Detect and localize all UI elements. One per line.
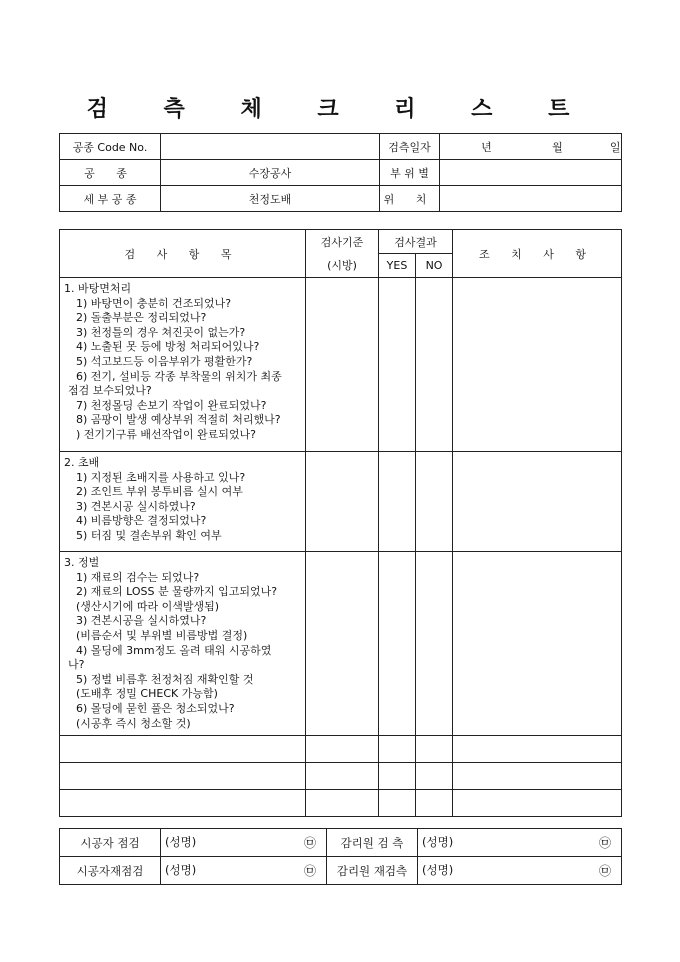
empty-item-cell[interactable] xyxy=(60,763,306,790)
section-2-items xyxy=(60,452,306,552)
position-value[interactable] xyxy=(440,186,622,212)
name-placeholder: (성명) xyxy=(422,835,454,849)
section-title: 3. 정벌 xyxy=(64,556,100,569)
table-row xyxy=(60,552,622,736)
header-table xyxy=(59,133,622,212)
date-month-label: 월 xyxy=(552,140,563,154)
col-no-header: NO xyxy=(416,254,453,278)
list-item: 8) 곰팡이 발생 예상부위 적절히 처리했나? xyxy=(76,413,281,427)
list-item: 1) 지정된 초배지를 사용하고 있나? xyxy=(76,470,246,484)
table-row xyxy=(60,736,622,763)
date-value[interactable] xyxy=(440,134,622,160)
seal-icon: ㉤ xyxy=(303,864,316,878)
standard-cell[interactable] xyxy=(306,736,379,763)
yes-cell[interactable] xyxy=(379,552,416,736)
seal-icon: ㉤ xyxy=(598,836,611,850)
list-item: 4) 노출된 못 등에 방청 처리되어있나? xyxy=(76,340,260,354)
list-item: 1) 바탕면이 충분히 건조되었나? xyxy=(76,296,232,310)
code-value[interactable] xyxy=(161,134,380,160)
supervisor-check-label: 감리원 검 측 xyxy=(327,829,418,857)
list-item: 2) 재료의 LOSS 분 물량까지 입고되었나? xyxy=(76,585,278,599)
inspection-table xyxy=(59,229,622,817)
section-1-items xyxy=(60,278,306,452)
no-cell[interactable] xyxy=(416,736,453,763)
col-yes-header: YES xyxy=(379,254,416,278)
list-item: 3) 천정틀의 경우 쳐진곳이 없는가? xyxy=(76,325,246,339)
name-placeholder: (성명) xyxy=(165,863,197,877)
detail-value: 천정도배 xyxy=(161,186,380,212)
table-row xyxy=(60,278,622,452)
list-item: 4) 몰딩에 3mm정도 올려 태워 시공하였 xyxy=(76,643,272,657)
list-item: 5) 정벌 비름후 천정처짐 재확인할 것 xyxy=(76,672,254,686)
location-value[interactable] xyxy=(440,160,622,186)
supervisor-recheck-label: 감리원 재검측 xyxy=(327,857,418,885)
list-item: (생산시기에 따라 이색발생됨) xyxy=(76,599,220,613)
empty-item-cell[interactable] xyxy=(60,736,306,763)
list-item: 3) 견본시공을 실시하였나? xyxy=(76,614,207,628)
action-cell[interactable] xyxy=(453,452,622,552)
position-label: 위 치 xyxy=(380,186,440,212)
seal-icon: ㉤ xyxy=(598,864,611,878)
name-placeholder: (성명) xyxy=(422,863,454,877)
list-item: (시공후 즉시 청소할 것) xyxy=(76,716,191,730)
standard-cell[interactable] xyxy=(306,452,379,552)
action-cell[interactable] xyxy=(453,736,622,763)
list-item: 5) 터짐 및 결손부위 확인 여부 xyxy=(76,528,222,542)
list-item: (도배후 정밀 CHECK 가능함) xyxy=(76,687,218,701)
detail-label: 세 부 공 종 xyxy=(60,186,161,212)
standard-cell[interactable] xyxy=(306,552,379,736)
date-label: 검측일자 xyxy=(380,134,440,160)
supervisor-recheck-sign[interactable] xyxy=(418,857,622,885)
list-item: 5) 석고보드등 이음부위가 평활한가? xyxy=(76,354,253,368)
seal-icon: ㉤ xyxy=(303,836,316,850)
col-items-header: 검 사 항 목 xyxy=(60,230,306,278)
table-row xyxy=(60,790,622,817)
no-cell[interactable] xyxy=(416,763,453,790)
list-item: 6) 몰딩에 묻힌 풀은 청소되었나? xyxy=(76,701,235,715)
table-row xyxy=(60,452,622,552)
no-cell[interactable] xyxy=(416,552,453,736)
yes-cell[interactable] xyxy=(379,736,416,763)
no-cell[interactable] xyxy=(416,452,453,552)
list-item: 4) 비름방향은 결정되었나? xyxy=(76,514,207,528)
list-item: ) 전기기구류 배선작업이 완료되었나? xyxy=(76,427,257,441)
signature-table xyxy=(59,828,622,885)
action-cell[interactable] xyxy=(453,552,622,736)
date-year-label: 년 xyxy=(481,140,492,154)
list-item: 1) 재료의 검수는 되었나? xyxy=(76,570,200,584)
standard-cell[interactable] xyxy=(306,790,379,817)
action-cell[interactable] xyxy=(453,790,622,817)
work-value: 수장공사 xyxy=(161,160,380,186)
action-cell[interactable] xyxy=(453,278,622,452)
list-item: (비름순서 및 부위별 비름방법 결정) xyxy=(76,628,248,642)
section-title: 1. 바탕면처리 xyxy=(64,282,132,295)
empty-item-cell[interactable] xyxy=(60,790,306,817)
table-row xyxy=(60,763,622,790)
list-item: 나? xyxy=(68,658,85,672)
section-title: 2. 초배 xyxy=(64,456,100,469)
list-item: 2) 조인트 부위 봉투비름 실시 여부 xyxy=(76,485,243,499)
list-item: 6) 전기, 설비등 각종 부착물의 위치가 최종 xyxy=(76,369,282,383)
section-3-items xyxy=(60,552,306,736)
yes-cell[interactable] xyxy=(379,452,416,552)
no-cell[interactable] xyxy=(416,278,453,452)
yes-cell[interactable] xyxy=(379,278,416,452)
col-action-header: 조 치 사 항 xyxy=(453,230,622,278)
contractor-check-label: 시공자 점검 xyxy=(60,829,161,857)
yes-cell[interactable] xyxy=(379,763,416,790)
code-label: 공종 Code No. xyxy=(60,134,161,160)
work-label: 공 종 xyxy=(60,160,161,186)
contractor-check-sign[interactable] xyxy=(161,829,327,857)
col-standard-sub: (시방) xyxy=(306,254,379,278)
list-item: 7) 천정몰딩 손보기 작업이 완료되었나? xyxy=(76,398,267,412)
yes-cell[interactable] xyxy=(379,790,416,817)
contractor-recheck-label: 시공자재점검 xyxy=(60,857,161,885)
list-item: 2) 돌출부분은 정리되었나? xyxy=(76,311,207,325)
standard-cell[interactable] xyxy=(306,278,379,452)
no-cell[interactable] xyxy=(416,790,453,817)
contractor-recheck-sign[interactable] xyxy=(161,857,327,885)
date-day-label: 일 xyxy=(609,140,621,154)
list-item: 점검 보수되었나? xyxy=(68,384,152,398)
col-standard-header: 검사기준 xyxy=(306,230,379,254)
page-title: 검 측 체 크 리 스 트 xyxy=(86,96,594,122)
col-result-header: 검사결과 xyxy=(379,230,453,254)
name-placeholder: (성명) xyxy=(165,835,197,849)
list-item: 3) 견본시공 실시하였나? xyxy=(76,499,196,513)
location-label: 부 위 별 xyxy=(380,160,440,186)
standard-cell[interactable] xyxy=(306,763,379,790)
supervisor-check-sign[interactable] xyxy=(418,829,622,857)
action-cell[interactable] xyxy=(453,763,622,790)
